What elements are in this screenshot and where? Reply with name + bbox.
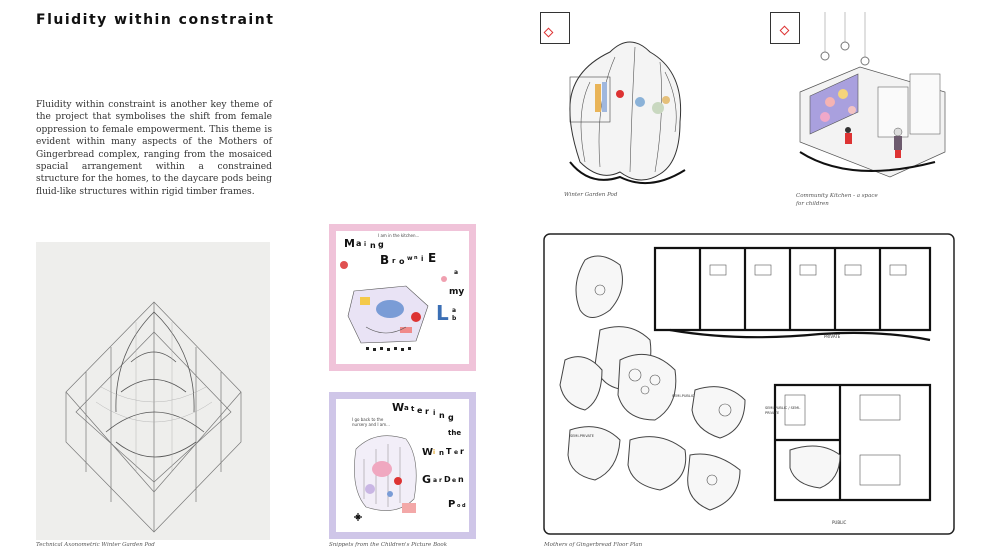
book-word: r: [392, 257, 396, 265]
caption-floor-plan: Mothers of Gingerbread Floor Plan: [544, 542, 643, 548]
book-word: d: [462, 503, 466, 509]
plan-label-semi-public: SEMI-PUBLIC: [672, 394, 695, 398]
caption-community-kitchen: Community Kitchen - a space for children: [796, 193, 878, 207]
axonometric-pencil-sketch: [36, 242, 270, 540]
plan-label-semi-private: SEMI-PRIVATE: [570, 434, 594, 438]
book-word: a: [433, 477, 438, 484]
floor-plan-sketch: [540, 230, 960, 540]
book-word: i: [364, 241, 367, 248]
book-word: g: [378, 240, 384, 249]
plan-label-public: PUBLIC: [832, 520, 847, 525]
book-word: B: [380, 253, 390, 267]
book-word: i: [421, 255, 424, 263]
location-key-icon: [540, 12, 570, 44]
caption-children-picture-book: Snippets from the Children's Picture Book: [329, 542, 448, 548]
caption-winter-garden-pod: Winter Garden Pod: [564, 192, 618, 198]
book-word: W: [392, 401, 405, 414]
book-word: a: [356, 239, 362, 248]
book-word: i: [433, 449, 436, 456]
book-word: g: [448, 413, 454, 422]
book-page-small-text: I go back to the nursery and I am...: [352, 417, 390, 427]
book-word: w: [407, 255, 413, 262]
book-word: n: [458, 475, 464, 484]
book-word: a: [452, 307, 457, 314]
picture-book-page-kitchen: [329, 224, 476, 371]
book-word: D: [444, 475, 451, 484]
book-word: the: [448, 429, 462, 437]
body-paragraph: Fluidity within constraint is another key theme of the project that symbolises the shift from female oppression to female empowerment. This theme is evident within many aspects of the Mothers of Gingerbread complex, ranging from the mosaiced spacial arrangement within a constrained structure for the homes, to the daycare pods being fluid-like structures within rigid timber frames.: [36, 100, 272, 197]
book-word: my: [449, 287, 465, 297]
book-word: e: [454, 449, 459, 456]
location-key-icon: [770, 12, 800, 44]
book-word: o: [399, 257, 405, 266]
book-word: e: [452, 477, 457, 484]
book-word: E: [428, 251, 437, 265]
floor-plan-drawing: [540, 230, 960, 540]
winter-garden-pod-sketch: [540, 12, 700, 192]
picture-book-page-winter-garden: [329, 392, 476, 539]
book-page-small-text: I am in the kitchen...: [378, 233, 420, 238]
book-word: n: [439, 449, 444, 457]
community-kitchen-sketch: [770, 12, 950, 192]
book-word: a: [404, 404, 409, 412]
book-word: e: [417, 406, 423, 415]
book-word: G: [422, 473, 432, 486]
book-word: n: [370, 241, 376, 250]
book-word: o: [457, 503, 461, 509]
book-word: r: [460, 447, 464, 456]
book-page-illustration: [336, 231, 469, 364]
book-word: r: [425, 407, 429, 416]
book-word: M: [344, 237, 355, 250]
plan-label-semi-public-private: SEMI-PUBLIC / SEMI-PRIVATE: [765, 406, 801, 415]
book-word: a: [454, 269, 459, 276]
technical-axonometric-drawing: [36, 242, 270, 540]
book-word: T: [446, 447, 452, 456]
page-title: Fluidity within constraint: [36, 12, 275, 28]
book-word: i: [433, 409, 436, 417]
book-page-illustration: [336, 399, 469, 532]
caption-technical-axonometric: Technical Axonometric Winter Garden Pod: [36, 542, 155, 548]
book-word: W: [422, 447, 434, 458]
book-word: n: [414, 255, 418, 261]
plan-label-private: PRIVATE: [824, 334, 841, 339]
book-word: L: [436, 301, 449, 325]
book-word: t: [411, 405, 415, 413]
book-word: n: [439, 411, 445, 420]
book-word: P: [448, 499, 456, 510]
book-word: r: [439, 477, 442, 484]
book-word: b: [452, 315, 457, 322]
